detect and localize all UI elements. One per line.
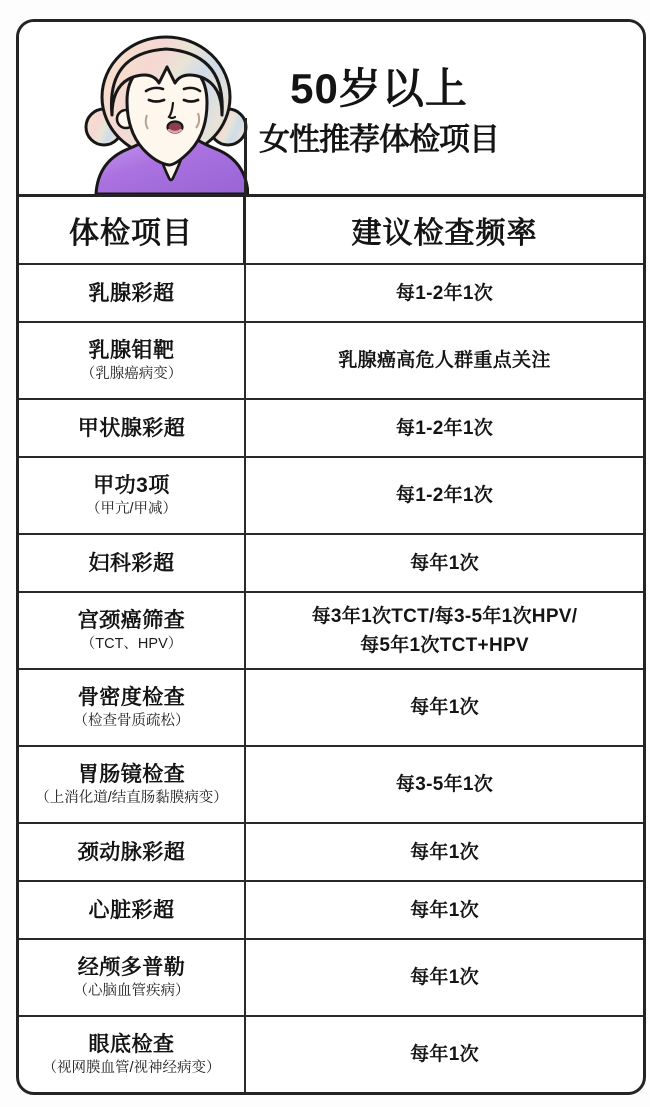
- exam-frequency-cell: [246, 670, 643, 745]
- exam-item-cell: [19, 670, 246, 745]
- table-row: [19, 938, 643, 1015]
- exam-item-cell: [19, 400, 246, 456]
- exam-item-note: （检查骨质疏松）: [73, 713, 190, 729]
- exam-frequency-text: 乳腺癌高危人群重点关注: [338, 350, 551, 371]
- table-row: [19, 745, 643, 822]
- exam-frequency-text: 每年1次: [410, 967, 479, 988]
- exam-frequency-cell: [246, 323, 643, 398]
- senior-woman-illustration: [74, 27, 249, 194]
- table-row: [19, 456, 643, 533]
- checkup-table: [16, 19, 646, 1095]
- exam-frequency-text: 每年1次: [410, 697, 479, 718]
- exam-item-name: 胃肠镜检查: [77, 763, 186, 786]
- exam-frequency-text: 每年1次: [410, 899, 479, 921]
- exam-item-name: 骨密度检查: [77, 686, 186, 709]
- exam-item-name: 甲功3项: [93, 474, 170, 497]
- exam-frequency-cell: [246, 747, 643, 822]
- exam-frequency-cell: [246, 535, 643, 591]
- exam-item-note: （心脑血管疾病）: [73, 983, 190, 999]
- exam-item-note: （视网膜血管/视神经病变）: [42, 1060, 221, 1076]
- exam-frequency-text: 每1-2年1次: [395, 485, 494, 506]
- exam-item-note: （上消化道/结直肠黏膜病变）: [35, 790, 228, 806]
- exam-frequency-text: 每3年1次TCT/每3-5年1次HPV/: [311, 605, 578, 627]
- exam-item-cell: [19, 882, 246, 938]
- table-row: [19, 398, 643, 456]
- exam-frequency-cell: [246, 940, 643, 1015]
- exam-item-cell: [19, 458, 246, 533]
- table-row: [19, 1015, 643, 1092]
- exam-item-note: （乳腺癌病变）: [80, 366, 183, 382]
- exam-item-cell: [19, 535, 246, 591]
- table-body: [19, 263, 643, 1092]
- exam-item-note: （甲亢/甲减）: [85, 501, 178, 517]
- exam-item-cell: [19, 824, 246, 880]
- header-exam-item: 体检项目: [19, 197, 246, 263]
- header-column-divider: [244, 118, 247, 194]
- exam-item-name: 妇科彩超: [88, 551, 175, 575]
- exam-frequency-cell: [246, 400, 643, 456]
- table-row: [19, 533, 643, 591]
- exam-frequency-cell: [246, 265, 643, 321]
- table-row: [19, 591, 643, 668]
- exam-item-name: 心脏彩超: [88, 898, 175, 922]
- table-row: [19, 822, 643, 880]
- table-row: [19, 263, 643, 321]
- exam-frequency-text: 每5年1次TCT+HPV: [360, 634, 529, 656]
- poster-title: [246, 64, 512, 160]
- exam-item-name: 颈动脉彩超: [77, 840, 186, 864]
- exam-frequency-text: 每年1次: [410, 1044, 479, 1065]
- exam-item-cell: [19, 1017, 246, 1092]
- exam-item-cell: [19, 940, 246, 1015]
- exam-item-name: 眼底检查: [88, 1033, 175, 1056]
- table-header-row: [19, 194, 643, 263]
- poster-header: [19, 22, 643, 194]
- exam-item-name: 乳腺钼靶: [88, 339, 175, 362]
- header-frequency: 建议检查频率: [351, 217, 538, 250]
- poster-title-line2: 女性推荐体检项目: [259, 122, 499, 157]
- exam-item-cell: [19, 323, 246, 398]
- exam-frequency-text: 每3-5年1次: [395, 774, 494, 795]
- exam-item-cell: [19, 265, 246, 321]
- exam-item-name: 乳腺彩超: [88, 281, 175, 305]
- table-row: [19, 321, 643, 398]
- poster-title-line1: 50岁以上: [290, 65, 468, 112]
- exam-frequency-cell: [246, 882, 643, 938]
- exam-frequency-text: 每1-2年1次: [395, 282, 494, 304]
- exam-frequency-text: 每1-2年1次: [395, 417, 494, 439]
- exam-frequency-cell: [246, 1017, 643, 1092]
- exam-item-name: 经颅多普勒: [77, 956, 186, 979]
- exam-item-name: 甲状腺彩超: [77, 416, 186, 440]
- exam-item-name: 宫颈癌筛查: [77, 609, 186, 632]
- exam-item-cell: [19, 747, 246, 822]
- table-row: [19, 880, 643, 938]
- exam-frequency-text: 每年1次: [410, 552, 479, 574]
- exam-frequency-cell: [246, 824, 643, 880]
- exam-frequency-text: 每年1次: [410, 841, 479, 863]
- exam-item-note: （TCT、HPV）: [80, 636, 183, 652]
- exam-item-cell: [19, 593, 246, 668]
- table-row: [19, 668, 643, 745]
- exam-frequency-cell: [246, 458, 643, 533]
- exam-frequency-cell: [246, 593, 643, 668]
